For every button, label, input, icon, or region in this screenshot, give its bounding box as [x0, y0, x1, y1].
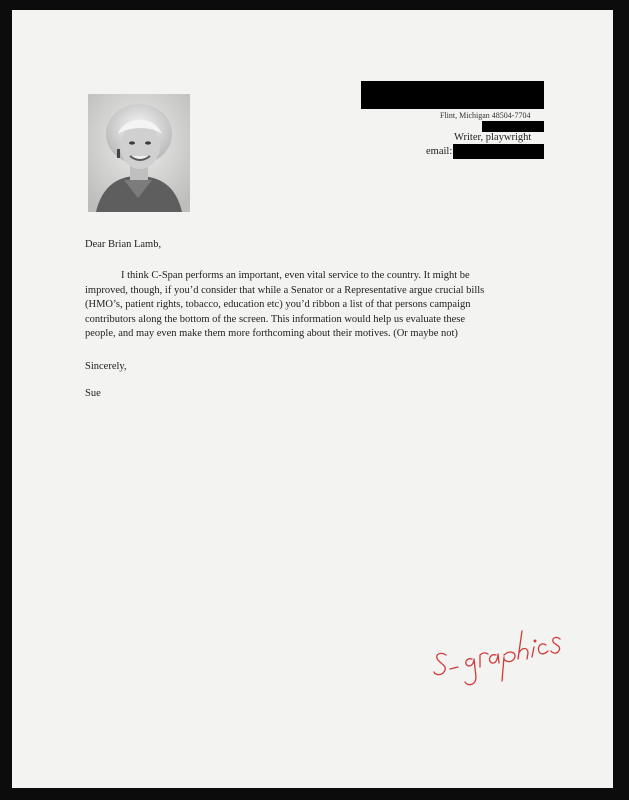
- letter-page: [12, 10, 613, 788]
- body-line: improved, though, if you’d consider that while a Senator or a Representative argue crucial bills: [85, 284, 485, 296]
- letter-body: [85, 269, 545, 342]
- redacted-name: [361, 81, 544, 109]
- body-line: (HMO’s, patient rights, tobacco, education etc) you’d ribbon a list of that persons campaign: [85, 299, 471, 311]
- body-line: people, and may even make them more forthcoming about their motives. (Or maybe not): [85, 328, 458, 340]
- closing: Sincerely,: [85, 361, 127, 372]
- redacted-phone: [482, 121, 544, 132]
- signature: Sue: [85, 388, 101, 399]
- handwritten-annotation: [432, 625, 572, 695]
- portrait-photo: [88, 94, 190, 212]
- body-line: I think C-Span performs an important, even vital service to the country. It might be: [121, 270, 470, 281]
- body-line: contributors along the bottom of the screen. This information would help us evaluate these: [85, 313, 466, 325]
- city-line: Flint, Michigan 48504-7704: [440, 111, 531, 120]
- salutation: Dear Brian Lamb,: [85, 239, 162, 250]
- redacted-email: [453, 144, 544, 159]
- occupation: Writer, playwright: [454, 132, 532, 143]
- email-label: email:: [426, 146, 453, 157]
